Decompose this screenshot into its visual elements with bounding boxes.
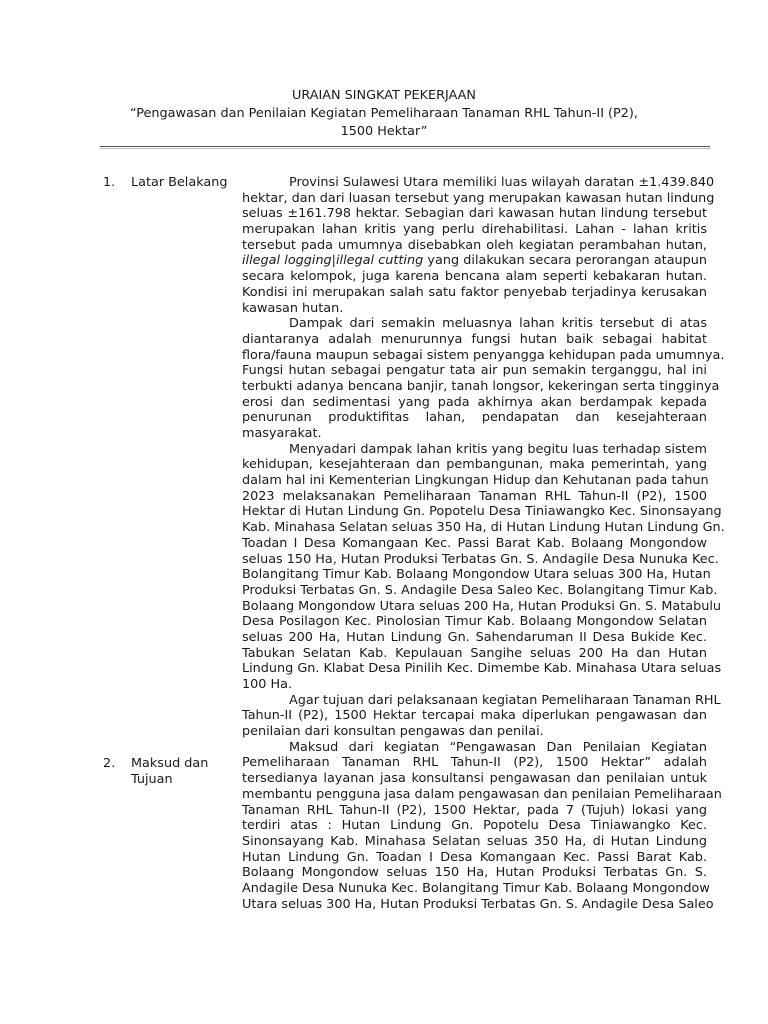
- section-title-line: Latar Belakang: [131, 175, 228, 190]
- text-line: kawasan hutan.: [242, 300, 344, 316]
- section-number: 2.: [103, 756, 116, 771]
- text-line: Hutan Lindung Gn. Toadan I Desa Komangaan Kec. Passi Barat Kab.: [242, 849, 707, 865]
- text-line: secara kelompok, juga karena bencana alam seperti kebakaran hutan.: [242, 269, 707, 285]
- text-line: Pemeliharaan Tanaman RHL Tahun-II (P2), 1500 Hektar” adalah: [242, 755, 707, 771]
- text-fragment: yang dilakukan secara perorangan ataupun: [423, 253, 707, 269]
- text-line: kehidupan, kesejahteraan dan pembangunan, maka pemerintah, yang: [242, 457, 707, 473]
- text-line: Maksud dari kegiatan “Pengawasan Dan Penilaian Kegiatan: [289, 739, 707, 755]
- section-title-latar-belakang: [131, 175, 241, 191]
- text-line: hektar, dan dari luasan tersebut yang merupakan kawasan hutan lindung: [242, 190, 715, 206]
- body-text-column: [242, 175, 725, 912]
- text-line: Kondisi ini merupakan salah satu faktor penyebab terjadinya kerusakan: [242, 284, 707, 300]
- text-line: Provinsi Sulawesi Utara memiliki luas wilayah daratan ±1.439.840: [289, 175, 715, 190]
- text-line: [242, 253, 707, 269]
- text-line: Sinonsayang Kab. Minahasa Selatan seluas 350 Ha, di Hutan Lindung: [242, 833, 707, 849]
- text-line: diantaranya adalah menurunnya fungsi hutan baik sebagai habitat: [242, 331, 707, 347]
- text-line: Menyadari dampak lahan kritis yang begitu luas terhadap sistem: [289, 441, 707, 457]
- text-line: Utara seluas 300 Ha, Hutan Produksi Terbatas Gn. S. Andagile Desa Saleo: [242, 896, 714, 912]
- text-line: Produksi Terbatas Gn. S. Andagile Desa Saleo Kec. Bolangitang Timur Kab.: [242, 582, 718, 598]
- text-line: flora/fauna maupun sebagai sistem penyangga kehidupan pada umumnya.: [242, 347, 725, 363]
- text-line: Kab. Minahasa Selatan seluas 350 Ha, di Hutan Lindung Hutan Lindung Gn.: [242, 520, 725, 536]
- document-title: URAIAN SINGKAT PEKERJAAN: [291, 88, 477, 103]
- section-title-line: Maksud dan: [131, 756, 209, 771]
- text-line: tersedianya layanan jasa konsultansi pengawasan dan penilaian untuk: [242, 771, 707, 787]
- text-line: dalam hal ini Kementerian Lingkungan Hidup dan Kehutanan pada tahun: [242, 473, 709, 489]
- text-line: Tanaman RHL Tahun-II (P2), 1500 Hektar, pada 7 (Tujuh) lokasi yang: [242, 802, 707, 818]
- section-title-maksud-dan-tujuan: [131, 756, 241, 787]
- text-line: Lindung Gn. Klabat Desa Pinilih Kec. Dimembe Kab. Minahasa Utara seluas: [242, 661, 722, 677]
- text-line: seluas 200 Ha, Hutan Lindung Gn. Sahendaruman II Desa Bukide Kec.: [242, 629, 707, 645]
- text-line: Toadan I Desa Komangaan Kec. Passi Barat Kab. Bolaang Mongondow: [242, 535, 707, 551]
- text-line: 2023 melaksanakan Pemeliharaan Tanaman RHL Tahun-II (P2), 1500: [242, 488, 707, 504]
- text-line: Bolangitang Timur Kab. Bolaang Mongondow Utara seluas 300 Ha, Hutan: [242, 567, 711, 583]
- text-line: tersebut pada umumnya disebabkan oleh kegiatan perambahan hutan,: [242, 237, 707, 253]
- section-number: 1.: [103, 175, 116, 190]
- text-line: Andagile Desa Nunuka Kec. Bolangitang Timur Kab. Bolaang Mongondow: [242, 880, 710, 896]
- paragraph-latar-belakang-1: [242, 175, 715, 316]
- text-line: membantu pengguna jasa dalam pengawasan dan penilaian Pemeliharaan: [242, 786, 722, 802]
- text-line: Agar tujuan dari pelaksanaan kegiatan Pemeliharaan Tanaman RHL: [289, 692, 721, 708]
- italic-term: illegal logging|illegal cutting: [242, 253, 424, 269]
- text-line: erosi dan sedimentasi yang pada akhirnya akan berdampak kepada: [242, 394, 707, 410]
- text-line: Bolaang Mongondow seluas 150 Ha, Hutan Produksi Terbatas Gn. S.: [242, 865, 707, 881]
- text-line: terbukti adanya bencana banjir, tanah longsor, kekeringan serta tingginya: [242, 378, 720, 394]
- text-line: seluas 150 Ha, Hutan Produksi Terbatas Gn. S. Andagile Desa Nunuka Kec.: [242, 551, 719, 567]
- text-line: penilaian dari konsultan pengawas dan penilai.: [242, 724, 544, 740]
- text-line: merupakan lahan kritis yang perlu direhabilitasi. Lahan - lahan kritis: [242, 222, 707, 238]
- paragraph-latar-belakang-4: [242, 692, 721, 740]
- paragraph-latar-belakang-3: [242, 441, 725, 693]
- text-line: Bolaang Mongondow Utara seluas 200 Ha, Hutan Produksi Gn. S. Matabulu: [242, 598, 722, 614]
- text-line: Desa Posilagon Kec. Pinolosian Timur Kab. Bolaang Mongondow Selatan: [242, 614, 707, 630]
- document-subtitle-line-2: 1500 Hektar”: [340, 124, 428, 139]
- text-line: Tahun-II (P2), 1500 Hektar tercapai maka diperlukan pengawasan dan: [242, 708, 707, 724]
- text-line: Hektar di Hutan Lindung Gn. Popotelu Desa Tiniawangko Kec. Sinonsayang: [242, 504, 722, 520]
- text-line: Dampak dari semakin meluasnya lahan kritis tersebut di atas: [289, 316, 707, 332]
- paragraph-maksud-dan-tujuan: [242, 739, 722, 913]
- text-line: 100 Ha.: [242, 677, 293, 692]
- text-line: Tabukan Selatan Kab. Kepulauan Sangihe seluas 200 Ha dan Hutan: [242, 645, 707, 661]
- text-line: terdiri atas : Hutan Lindung Gn. Popotelu Desa Tiniawangko Kec.: [242, 818, 707, 834]
- text-line: masyarakat.: [242, 426, 322, 441]
- text-line: penurunan produktifitas lahan, pendapatan dan kesejahteraan: [242, 410, 707, 426]
- section-title-line: Tujuan: [131, 771, 173, 787]
- paragraph-latar-belakang-2: [242, 316, 725, 442]
- document-subtitle-line-1: “Pengawasan dan Penilaian Kegiatan Pemeliharaan Tanaman RHL Tahun-II (P2),: [130, 106, 638, 121]
- text-line: Fungsi hutan sebagai pengatur tata air pun semakin terganggu, hal ini: [242, 363, 707, 379]
- header-divider: [100, 144, 710, 152]
- text-line: seluas ±161.798 hektar. Sebagian dari kawasan hutan lindung tersebut: [242, 206, 707, 222]
